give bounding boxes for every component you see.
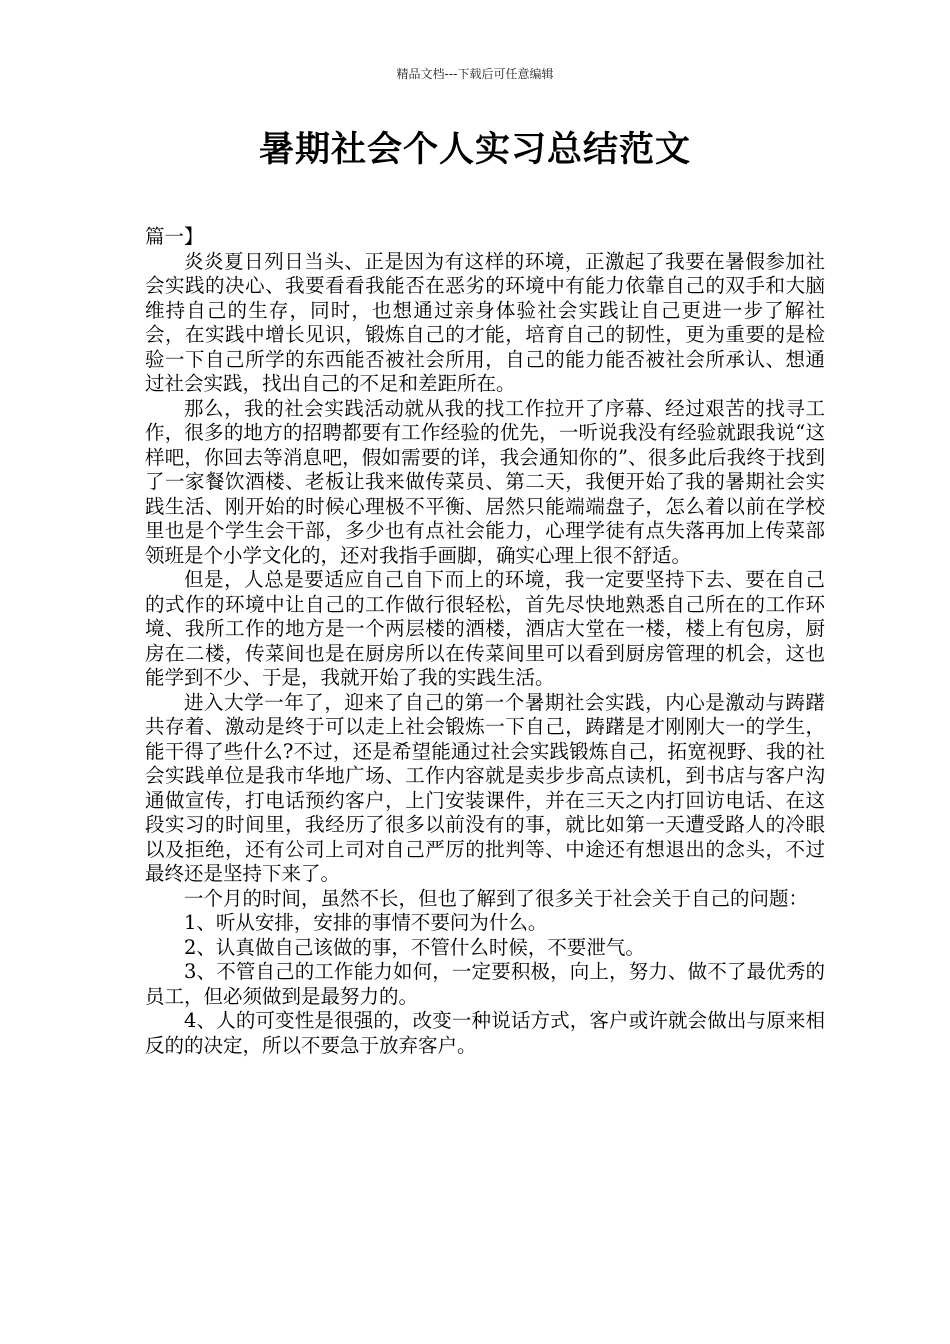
- document-title: 暑期社会个人实习总结范文: [258, 130, 691, 170]
- paragraph: 但是，人总是要适应自己自下而上的环境，我一定要坚持下去、要在自己的式作的环境中让自己的工作做行很轻松，首先尽快地熟悉自己所在的工作环境、我所工作的地方是一个两层楼的酒楼，酒店大堂在一楼，楼上有包房，厨房在二楼，传菜间也是在厨房所以在传菜间里可以看到厨房管理的机会，这也能学到不少、于是，我就开始了我的实践生活。: [145, 568, 825, 689]
- section-label: 篇一】: [145, 225, 204, 248]
- header-note: 精品文档---下载后可任意编辑: [396, 67, 554, 81]
- list-item: 2、认真做自己该做的事，不管什么时候，不要泄气。: [184, 935, 645, 959]
- paragraph: 一个月的时间，虽然不长，但也了解到了很多关于社会关于自己的问题：: [184, 886, 809, 910]
- list-item: 1、听从安排，安排的事情不要问为什么。: [184, 911, 548, 934]
- paragraph: 进入大学一年了，迎来了自己的第一个暑期社会实践，内心是激动与踌躇共存着、激动是终于可以走上社会锻炼一下自己，踌躇是才刚刚大一的学生，能干得了些什么?不过，还是希望能通过社会实践锻炼自己，拓宽视野、我的社会实践单位是我市华地广场、工作内容就是卖步步高点读机，到书店与客户沟通做宣传，打电话预约客户，上门安装课件，并在三天之内打回访电话、在这段实习的时间里，我经历了很多以前没有的事，就比如第一天遭受路人的冷眼以及拒绝，还有公司上司对自己严厉的批判等、中途还有想退出的念头，不过最终还是坚持下来了。: [145, 690, 825, 885]
- list-item: 3、不管自己的工作能力如何，一定要积极，向上，努力、做不了最优秀的员工，但必须做到是最努力的。: [145, 960, 825, 1008]
- paragraph: 那么，我的社会实践活动就从我的找工作拉开了序幕、经过艰苦的找寻工作，很多的地方的招聘都要有工作经验的优先，一听说我没有经验就跟我说“这样吧，你回去等消息吧，假如需要的详，我会通知你的”、很多此后我终于找到了一家餐饮酒楼、老板让我来做传菜员、第二天，我便开始了我的暑期社会实践生活、刚开始的时候心理极不平衡、居然只能端端盘子，怎么着以前在学校里也是个学生会干部，多少也有点社会能力，心理学徒有点失落再加上传菜部领班是个小学文化的，还对我指手画脚，确实心理上很不舒适。: [145, 396, 825, 567]
- document-body: [145, 225, 825, 1058]
- paragraph: 炎炎夏日列日当头、正是因为有这样的环境，正激起了我要在暑假参加社会实践的决心、我要看看我能否在恶劣的环境中有能力依靠自己的双手和大脑维持自己的生存，同时，也想通过亲身体验社会实践让自己更进一步了解社会，在实践中增长见识，锻炼自己的才能，培育自己的韧性，更为重要的是检验一下自己所学的东西能否被社会所用，自己的能力能否被社会所承认、想通过社会实践，找出自己的不足和差距所在。: [145, 249, 825, 395]
- list-item: 4、人的可变性是很强的，改变一种说话方式，客户或许就会做出与原来相反的的决定，所以不要急于放弃客户。: [145, 1009, 825, 1057]
